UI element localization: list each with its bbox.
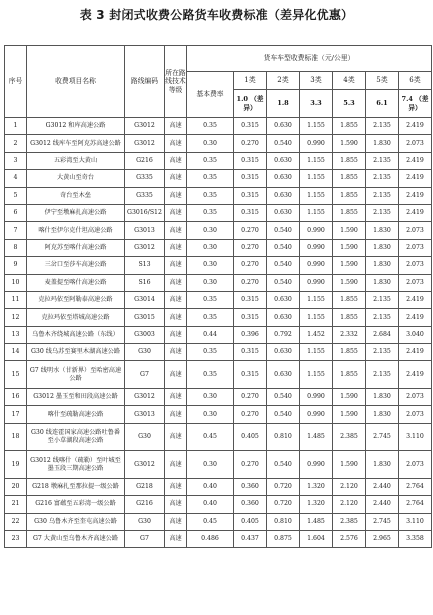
row-seq: 4 [5, 170, 27, 187]
row-base-rate: 0.486 [187, 530, 234, 547]
table-row [5, 496, 432, 513]
header-class-4: 4类 [333, 72, 366, 90]
row-class-6-rate: 2.419 [399, 291, 432, 308]
row-route-code: G216 [125, 152, 165, 169]
row-road-grade: 高速 [165, 204, 187, 221]
row-road-grade: 高速 [165, 423, 187, 451]
row-base-rate: 0.40 [187, 478, 234, 495]
row-class-3-rate: 1.155 [300, 152, 333, 169]
row-class-6-rate: 2.419 [399, 204, 432, 221]
row-route-code: G335 [125, 187, 165, 204]
row-road-grade: 高速 [165, 239, 187, 256]
row-seq: 6 [5, 204, 27, 221]
row-class-2-rate: 0.875 [267, 530, 300, 547]
row-seq: 11 [5, 291, 27, 308]
row-seq: 3 [5, 152, 27, 169]
row-class-1-rate: 0.270 [234, 388, 267, 405]
row-class-5-rate: 1.830 [366, 135, 399, 152]
row-road-grade: 高速 [165, 257, 187, 274]
row-class-4-rate: 1.855 [333, 309, 366, 326]
row-class-6-rate: 2.073 [399, 451, 432, 479]
row-road-grade: 高速 [165, 118, 187, 135]
row-item-name: 奇台至木垒 [27, 187, 125, 204]
row-class-5-rate: 2.745 [366, 513, 399, 530]
row-class-1-rate: 0.315 [234, 170, 267, 187]
row-item-name: 喀什至伊尔克什坦高速公路 [27, 222, 125, 239]
row-route-code: G7 [125, 361, 165, 389]
header-class-6-coef: 7.4 （差异） [399, 90, 432, 118]
row-class-1-rate: 0.360 [234, 478, 267, 495]
row-class-6-rate: 2.419 [399, 152, 432, 169]
row-class-6-rate: 3.110 [399, 423, 432, 451]
row-route-code: G3012 [125, 451, 165, 479]
row-base-rate: 0.35 [187, 344, 234, 361]
row-class-4-rate: 2.332 [333, 326, 366, 343]
row-class-3-rate: 1.155 [300, 291, 333, 308]
row-class-5-rate: 2.965 [366, 530, 399, 547]
row-class-1-rate: 0.396 [234, 326, 267, 343]
row-seq: 16 [5, 388, 27, 405]
header-class-1-coef: 1.0 （差异） [234, 90, 267, 118]
row-item-name: 五彩湾至大黄山 [27, 152, 125, 169]
row-item-name: 克拉玛依至阿勒泰高速公路 [27, 291, 125, 308]
row-class-5-rate: 2.745 [366, 423, 399, 451]
row-seq: 23 [5, 530, 27, 547]
row-base-rate: 0.30 [187, 222, 234, 239]
row-class-1-rate: 0.405 [234, 513, 267, 530]
row-class-5-rate: 1.830 [366, 451, 399, 479]
row-class-2-rate: 0.540 [267, 257, 300, 274]
row-seq: 21 [5, 496, 27, 513]
row-base-rate: 0.30 [187, 388, 234, 405]
row-class-5-rate: 2.135 [366, 152, 399, 169]
table-row [5, 239, 432, 256]
header-class-6: 6类 [399, 72, 432, 90]
row-class-1-rate: 0.437 [234, 530, 267, 547]
row-seq: 15 [5, 361, 27, 389]
row-route-code: G3013 [125, 406, 165, 423]
row-base-rate: 0.35 [187, 118, 234, 135]
row-base-rate: 0.35 [187, 291, 234, 308]
row-road-grade: 高速 [165, 344, 187, 361]
table-row [5, 423, 432, 451]
row-base-rate: 0.30 [187, 239, 234, 256]
row-class-2-rate: 0.540 [267, 222, 300, 239]
row-road-grade: 高速 [165, 451, 187, 479]
row-road-grade: 高速 [165, 274, 187, 291]
row-class-2-rate: 0.630 [267, 187, 300, 204]
row-route-code: G3013 [125, 222, 165, 239]
row-road-grade: 高速 [165, 361, 187, 389]
row-class-2-rate: 0.540 [267, 135, 300, 152]
row-class-3-rate: 0.990 [300, 388, 333, 405]
row-class-3-rate: 0.990 [300, 135, 333, 152]
row-route-code: G3012 [125, 388, 165, 405]
row-class-5-rate: 1.830 [366, 388, 399, 405]
row-class-4-rate: 1.590 [333, 451, 366, 479]
row-class-3-rate: 1.604 [300, 530, 333, 547]
row-road-grade: 高速 [165, 187, 187, 204]
row-seq: 9 [5, 257, 27, 274]
row-class-2-rate: 0.720 [267, 496, 300, 513]
table-row [5, 291, 432, 308]
row-item-name: 三岔口至莎车高速公路 [27, 257, 125, 274]
row-class-6-rate: 2.073 [399, 135, 432, 152]
header-class-3: 3类 [300, 72, 333, 90]
row-class-5-rate: 1.830 [366, 257, 399, 274]
row-class-4-rate: 2.576 [333, 530, 366, 547]
row-class-2-rate: 0.792 [267, 326, 300, 343]
row-class-3-rate: 0.990 [300, 274, 333, 291]
row-class-5-rate: 2.135 [366, 118, 399, 135]
row-class-6-rate: 2.419 [399, 361, 432, 389]
row-class-6-rate: 2.073 [399, 406, 432, 423]
row-item-name: G3012 线喀什（疏勒）至叶城至墨玉段三期高速公路 [27, 451, 125, 479]
row-class-4-rate: 1.590 [333, 388, 366, 405]
table-header [5, 46, 432, 118]
row-class-2-rate: 0.810 [267, 423, 300, 451]
row-class-6-rate: 3.358 [399, 530, 432, 547]
row-class-3-rate: 0.990 [300, 257, 333, 274]
table-row [5, 530, 432, 547]
row-class-4-rate: 1.590 [333, 257, 366, 274]
row-class-4-rate: 1.590 [333, 222, 366, 239]
row-class-4-rate: 2.385 [333, 423, 366, 451]
table-row [5, 170, 432, 187]
row-class-3-rate: 1.452 [300, 326, 333, 343]
row-class-3-rate: 1.155 [300, 118, 333, 135]
row-class-1-rate: 0.315 [234, 187, 267, 204]
header-class-2-coef: 1.8 [267, 90, 300, 118]
row-route-code: G3003 [125, 326, 165, 343]
row-road-grade: 高速 [165, 291, 187, 308]
row-class-1-rate: 0.270 [234, 451, 267, 479]
row-route-code: G3014 [125, 291, 165, 308]
table-row [5, 361, 432, 389]
row-class-4-rate: 1.590 [333, 274, 366, 291]
row-item-name: G3012 和库高速公路 [27, 118, 125, 135]
row-class-1-rate: 0.315 [234, 204, 267, 221]
table-title: 表 3 封闭式收费公路货车收费标准（差异化优惠） [79, 8, 354, 22]
row-class-4-rate: 2.120 [333, 496, 366, 513]
row-base-rate: 0.45 [187, 423, 234, 451]
row-base-rate: 0.35 [187, 361, 234, 389]
row-class-6-rate: 2.073 [399, 239, 432, 256]
row-class-3-rate: 1.155 [300, 361, 333, 389]
row-class-3-rate: 1.485 [300, 513, 333, 530]
row-route-code: G335 [125, 170, 165, 187]
table-row [5, 451, 432, 479]
row-base-rate: 0.44 [187, 326, 234, 343]
row-item-name: 伊宁至墩麻扎高速公路 [27, 204, 125, 221]
row-road-grade: 高速 [165, 326, 187, 343]
row-class-1-rate: 0.315 [234, 291, 267, 308]
row-class-5-rate: 2.135 [366, 361, 399, 389]
row-class-4-rate: 2.385 [333, 513, 366, 530]
row-class-5-rate: 1.830 [366, 274, 399, 291]
header-class-5: 5类 [366, 72, 399, 90]
row-class-2-rate: 0.630 [267, 309, 300, 326]
row-class-2-rate: 0.630 [267, 204, 300, 221]
row-base-rate: 0.45 [187, 513, 234, 530]
header-route-code: 路线编码 [125, 46, 165, 118]
row-class-5-rate: 2.135 [366, 204, 399, 221]
table-body [5, 118, 432, 548]
row-route-code: G3016/S12 [125, 204, 165, 221]
row-base-rate: 0.35 [187, 170, 234, 187]
header-seq: 序号 [5, 46, 27, 118]
row-class-5-rate: 1.830 [366, 239, 399, 256]
table-row [5, 204, 432, 221]
table-row [5, 309, 432, 326]
row-base-rate: 0.30 [187, 406, 234, 423]
row-route-code: G30 [125, 423, 165, 451]
row-seq: 13 [5, 326, 27, 343]
row-class-2-rate: 0.540 [267, 274, 300, 291]
row-class-3-rate: 1.320 [300, 478, 333, 495]
row-class-1-rate: 0.360 [234, 496, 267, 513]
row-class-6-rate: 2.073 [399, 388, 432, 405]
row-class-3-rate: 0.990 [300, 239, 333, 256]
row-item-name: G7 大黄山至乌鲁木齐高速公路 [27, 530, 125, 547]
row-class-6-rate: 2.073 [399, 257, 432, 274]
row-road-grade: 高速 [165, 478, 187, 495]
row-route-code: G30 [125, 513, 165, 530]
row-class-5-rate: 2.135 [366, 344, 399, 361]
row-class-3-rate: 1.155 [300, 170, 333, 187]
row-class-4-rate: 1.855 [333, 361, 366, 389]
row-route-code: G3012 [125, 135, 165, 152]
row-road-grade: 高速 [165, 406, 187, 423]
table-row [5, 478, 432, 495]
row-class-2-rate: 0.540 [267, 388, 300, 405]
row-class-6-rate: 2.764 [399, 478, 432, 495]
row-base-rate: 0.30 [187, 257, 234, 274]
header-truck-rate-group: 货车车型收费标准（元/公里） [187, 46, 432, 72]
row-class-6-rate: 2.419 [399, 118, 432, 135]
row-class-2-rate: 0.630 [267, 152, 300, 169]
row-item-name: 克拉玛依至塔城高速公路 [27, 309, 125, 326]
row-item-name: 大黄山至奇台 [27, 170, 125, 187]
row-road-grade: 高速 [165, 530, 187, 547]
row-seq: 1 [5, 118, 27, 135]
row-item-name: 喀什至疏勒高速公路 [27, 406, 125, 423]
row-base-rate: 0.30 [187, 274, 234, 291]
row-class-1-rate: 0.270 [234, 257, 267, 274]
row-route-code: G218 [125, 478, 165, 495]
row-item-name: 乌鲁木齐绕城高速公路（东线） [27, 326, 125, 343]
header-class-4-coef: 5.3 [333, 90, 366, 118]
header-class-2: 2类 [267, 72, 300, 90]
row-class-1-rate: 0.270 [234, 135, 267, 152]
toll-rate-table [4, 45, 432, 548]
row-route-code: S16 [125, 274, 165, 291]
row-class-1-rate: 0.270 [234, 274, 267, 291]
row-seq: 12 [5, 309, 27, 326]
row-class-5-rate: 2.440 [366, 496, 399, 513]
row-class-5-rate: 2.684 [366, 326, 399, 343]
row-class-4-rate: 1.855 [333, 204, 366, 221]
row-class-2-rate: 0.630 [267, 344, 300, 361]
row-route-code: S13 [125, 257, 165, 274]
row-base-rate: 0.40 [187, 496, 234, 513]
row-class-3-rate: 1.155 [300, 309, 333, 326]
row-seq: 22 [5, 513, 27, 530]
row-class-4-rate: 1.590 [333, 406, 366, 423]
row-class-1-rate: 0.315 [234, 309, 267, 326]
row-class-2-rate: 0.630 [267, 361, 300, 389]
row-item-name: G218 墩麻扎至那拉提一级公路 [27, 478, 125, 495]
row-road-grade: 高速 [165, 496, 187, 513]
row-class-1-rate: 0.270 [234, 406, 267, 423]
row-class-4-rate: 1.590 [333, 239, 366, 256]
row-class-6-rate: 2.073 [399, 222, 432, 239]
table-row [5, 388, 432, 405]
row-item-name: G3012 墨玉至和田段高速公路 [27, 388, 125, 405]
row-base-rate: 0.35 [187, 152, 234, 169]
table-row [5, 257, 432, 274]
header-class-1: 1类 [234, 72, 267, 90]
table-row [5, 274, 432, 291]
row-base-rate: 0.35 [187, 204, 234, 221]
row-road-grade: 高速 [165, 309, 187, 326]
row-seq: 5 [5, 187, 27, 204]
row-class-5-rate: 2.135 [366, 309, 399, 326]
row-class-5-rate: 2.440 [366, 478, 399, 495]
row-class-6-rate: 2.419 [399, 170, 432, 187]
table-row [5, 513, 432, 530]
row-class-3-rate: 0.990 [300, 451, 333, 479]
row-class-1-rate: 0.315 [234, 118, 267, 135]
row-base-rate: 0.30 [187, 135, 234, 152]
row-road-grade: 高速 [165, 222, 187, 239]
table-row [5, 326, 432, 343]
row-item-name: 阿克苏至喀什高速公路 [27, 239, 125, 256]
row-class-5-rate: 2.135 [366, 187, 399, 204]
row-class-4-rate: 1.855 [333, 118, 366, 135]
row-class-3-rate: 1.485 [300, 423, 333, 451]
row-class-6-rate: 3.040 [399, 326, 432, 343]
row-class-3-rate: 1.155 [300, 204, 333, 221]
row-class-3-rate: 1.320 [300, 496, 333, 513]
row-route-code: G30 [125, 344, 165, 361]
row-class-3-rate: 1.155 [300, 187, 333, 204]
row-class-3-rate: 1.155 [300, 344, 333, 361]
row-item-name: G3012 线库车至阿克苏高速公路 [27, 135, 125, 152]
row-class-4-rate: 2.120 [333, 478, 366, 495]
row-seq: 14 [5, 344, 27, 361]
row-route-code: G7 [125, 530, 165, 547]
row-route-code: G3015 [125, 309, 165, 326]
row-seq: 7 [5, 222, 27, 239]
row-road-grade: 高速 [165, 152, 187, 169]
row-class-1-rate: 0.315 [234, 344, 267, 361]
row-class-2-rate: 0.540 [267, 406, 300, 423]
table-row [5, 135, 432, 152]
row-class-4-rate: 1.590 [333, 135, 366, 152]
table-row [5, 152, 432, 169]
row-class-5-rate: 2.135 [366, 170, 399, 187]
table-row [5, 344, 432, 361]
row-class-5-rate: 1.830 [366, 406, 399, 423]
row-class-2-rate: 0.630 [267, 170, 300, 187]
row-route-code: G3012 [125, 118, 165, 135]
row-class-1-rate: 0.315 [234, 361, 267, 389]
row-class-1-rate: 0.315 [234, 152, 267, 169]
table-row [5, 118, 432, 135]
row-road-grade: 高速 [165, 135, 187, 152]
table-row [5, 187, 432, 204]
header-road-grade: 所在路线技术等级 [165, 46, 187, 118]
row-class-6-rate: 2.419 [399, 309, 432, 326]
row-seq: 10 [5, 274, 27, 291]
row-class-2-rate: 0.540 [267, 451, 300, 479]
row-base-rate: 0.30 [187, 451, 234, 479]
row-class-2-rate: 0.630 [267, 291, 300, 308]
row-seq: 2 [5, 135, 27, 152]
row-class-5-rate: 1.830 [366, 222, 399, 239]
table-row [5, 406, 432, 423]
row-class-4-rate: 1.855 [333, 291, 366, 308]
row-route-code: G3012 [125, 239, 165, 256]
row-item-name: G30 线乌苏至赛里木湖高速公路 [27, 344, 125, 361]
row-seq: 20 [5, 478, 27, 495]
table-row [5, 222, 432, 239]
row-seq: 17 [5, 406, 27, 423]
header-class-3-coef: 3.3 [300, 90, 333, 118]
row-class-1-rate: 0.270 [234, 239, 267, 256]
row-route-code: G216 [125, 496, 165, 513]
row-class-2-rate: 0.810 [267, 513, 300, 530]
row-base-rate: 0.35 [187, 187, 234, 204]
row-class-4-rate: 1.855 [333, 170, 366, 187]
row-class-3-rate: 0.990 [300, 222, 333, 239]
row-item-name: G216 富蕴至五彩湾一级公路 [27, 496, 125, 513]
row-class-6-rate: 2.419 [399, 187, 432, 204]
row-class-4-rate: 1.855 [333, 187, 366, 204]
row-class-3-rate: 0.990 [300, 406, 333, 423]
row-item-name: G30 线连霍国家高速公路吐鲁番至小草湖段高速公路 [27, 423, 125, 451]
row-seq: 19 [5, 451, 27, 479]
row-class-6-rate: 3.110 [399, 513, 432, 530]
row-class-6-rate: 2.764 [399, 496, 432, 513]
row-class-6-rate: 2.073 [399, 274, 432, 291]
row-class-1-rate: 0.405 [234, 423, 267, 451]
row-seq: 8 [5, 239, 27, 256]
row-item-name: 麦盖提至喀什高速公路 [27, 274, 125, 291]
row-class-2-rate: 0.720 [267, 478, 300, 495]
row-road-grade: 高速 [165, 170, 187, 187]
row-road-grade: 高速 [165, 513, 187, 530]
row-seq: 18 [5, 423, 27, 451]
row-class-4-rate: 1.855 [333, 152, 366, 169]
row-item-name: G7 线明水（甘新界）至哈密高速公路 [27, 361, 125, 389]
row-class-2-rate: 0.540 [267, 239, 300, 256]
row-class-1-rate: 0.270 [234, 222, 267, 239]
row-base-rate: 0.35 [187, 309, 234, 326]
header-item-name: 收费项目名称 [27, 46, 125, 118]
row-class-6-rate: 2.419 [399, 344, 432, 361]
header-base-rate: 基本费率 [187, 72, 234, 118]
row-class-2-rate: 0.630 [267, 118, 300, 135]
row-class-4-rate: 1.855 [333, 344, 366, 361]
row-road-grade: 高速 [165, 388, 187, 405]
row-class-5-rate: 2.135 [366, 291, 399, 308]
header-class-5-coef: 6.1 [366, 90, 399, 118]
row-item-name: G30 乌鲁木齐至奎屯高速公路 [27, 513, 125, 530]
